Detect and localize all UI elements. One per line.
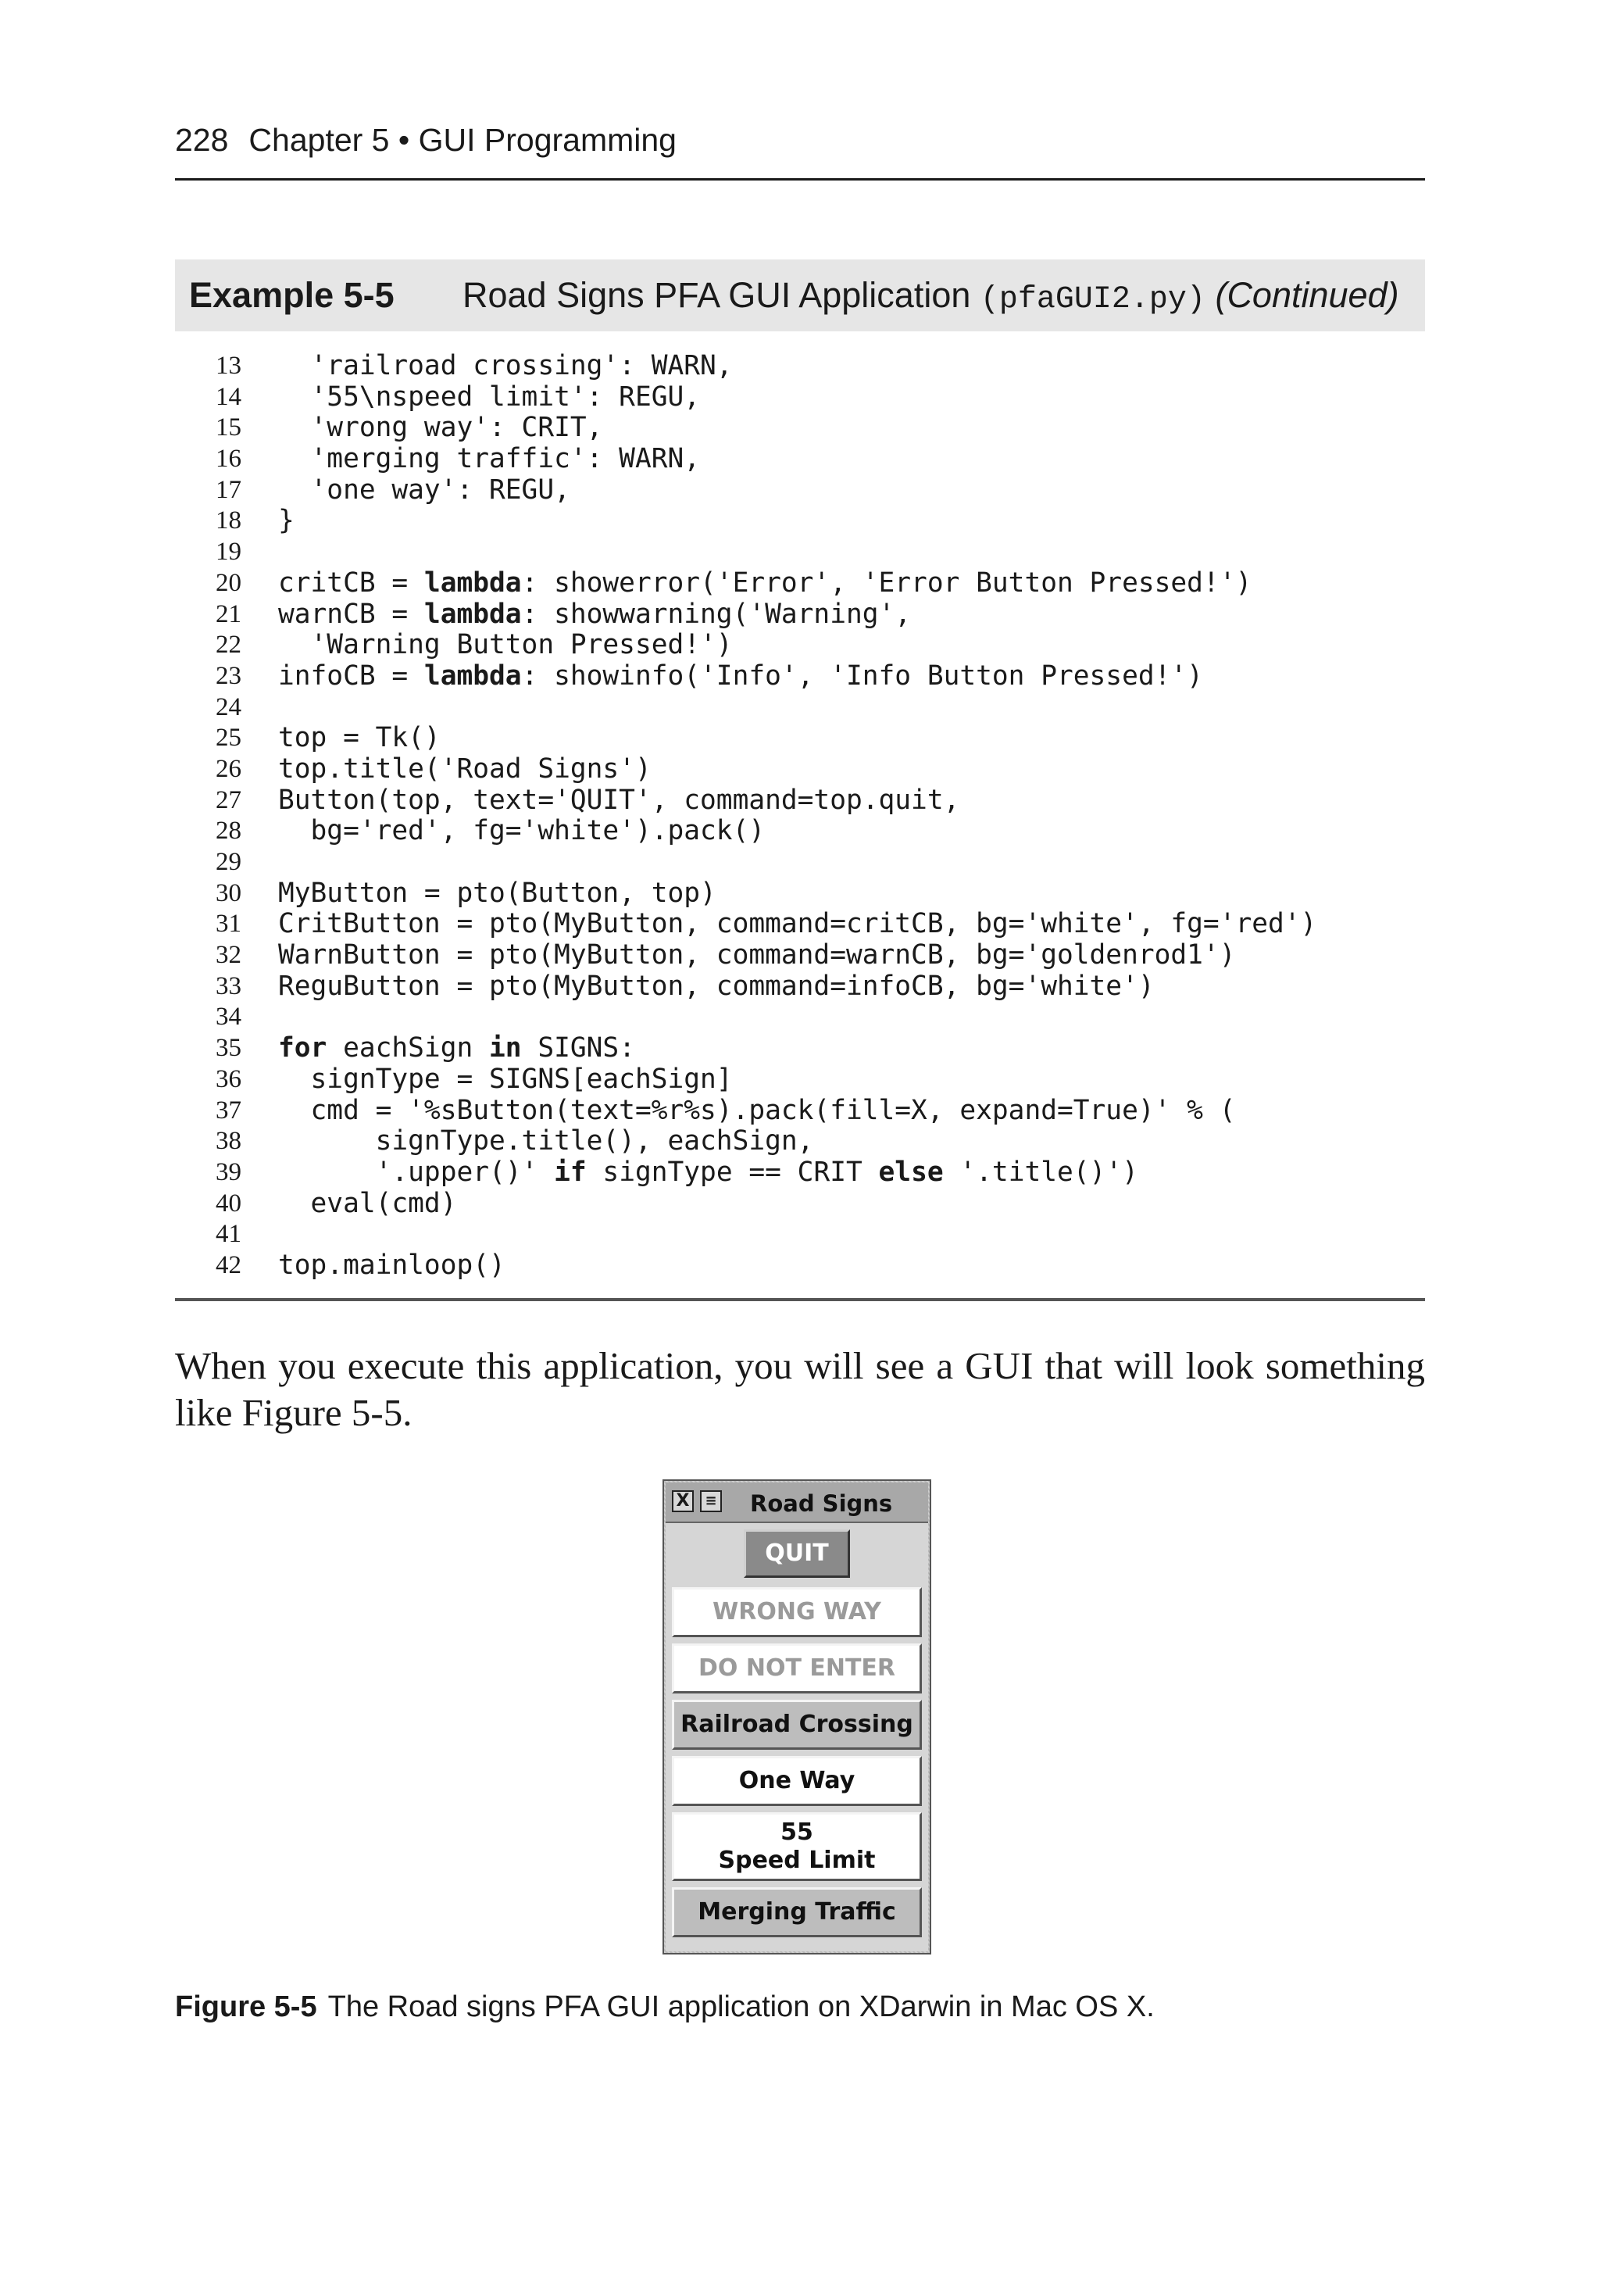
code-text bbox=[278, 722, 441, 753]
line-number: 18 bbox=[216, 506, 241, 535]
code-line bbox=[175, 814, 1425, 845]
code-line bbox=[175, 535, 1425, 566]
code-text bbox=[278, 474, 570, 506]
code-segment: signType == CRIT bbox=[586, 1156, 879, 1188]
code-line bbox=[175, 1155, 1425, 1186]
code-line bbox=[175, 442, 1425, 473]
road-signs-window bbox=[662, 1479, 931, 1954]
close-icon[interactable]: X bbox=[672, 1490, 694, 1512]
code-text bbox=[278, 1250, 505, 1281]
code-line bbox=[175, 876, 1425, 907]
code-line bbox=[175, 845, 1425, 876]
code-text bbox=[278, 1125, 813, 1157]
line-number: 30 bbox=[216, 878, 241, 907]
code-keyword: lambda bbox=[423, 660, 522, 692]
code-line bbox=[175, 410, 1425, 442]
window-body bbox=[666, 1523, 928, 1951]
example-continued: (Continued) bbox=[1215, 275, 1399, 315]
code-line bbox=[175, 628, 1425, 659]
code-segment: infoCB = bbox=[278, 660, 424, 692]
code-line bbox=[175, 659, 1425, 690]
code-line bbox=[175, 938, 1425, 969]
code-segment: bg='red', fg='white').pack() bbox=[278, 815, 766, 847]
line-number: 21 bbox=[216, 599, 241, 628]
code-line bbox=[175, 473, 1425, 504]
code-listing bbox=[175, 349, 1425, 1279]
code-text bbox=[278, 753, 652, 785]
line-number: 28 bbox=[216, 817, 241, 846]
code-segment: '.title()') bbox=[943, 1156, 1138, 1188]
code-bottom-rule bbox=[175, 1298, 1425, 1301]
line-number: 32 bbox=[216, 941, 241, 970]
code-line bbox=[175, 752, 1425, 783]
code-segment: warnCB = bbox=[278, 598, 424, 630]
code-text bbox=[278, 1095, 1235, 1126]
code-text bbox=[278, 505, 295, 536]
code-text bbox=[278, 660, 1203, 692]
line-number: 42 bbox=[216, 1250, 241, 1279]
code-line bbox=[175, 1217, 1425, 1248]
line-number: 35 bbox=[216, 1034, 241, 1063]
code-segment: eval(cmd) bbox=[278, 1187, 457, 1219]
page-number: 228 bbox=[175, 122, 229, 158]
window-titlebar[interactable] bbox=[666, 1482, 928, 1523]
code-line bbox=[175, 721, 1425, 752]
line-number: 29 bbox=[216, 848, 241, 876]
code-text bbox=[278, 350, 733, 381]
line-number: 36 bbox=[216, 1064, 241, 1093]
code-segment: MyButton = pto(Button, top) bbox=[278, 877, 716, 909]
code-text bbox=[278, 1188, 456, 1219]
code-line bbox=[175, 690, 1425, 721]
code-keyword: else bbox=[878, 1156, 944, 1188]
code-keyword: if bbox=[554, 1156, 587, 1188]
example-filename: (pfaGUI2.py) bbox=[980, 282, 1205, 317]
line-number: 16 bbox=[216, 445, 241, 474]
sign-button[interactable]: 55 Speed Limit bbox=[672, 1812, 922, 1881]
code-line bbox=[175, 1093, 1425, 1125]
sign-button[interactable]: Railroad Crossing bbox=[672, 1700, 922, 1750]
code-text bbox=[278, 599, 911, 630]
header-rule bbox=[175, 178, 1425, 181]
line-number: 22 bbox=[216, 631, 241, 660]
line-number: 40 bbox=[216, 1189, 241, 1218]
code-line bbox=[175, 1062, 1425, 1093]
code-segment: Button(top, text='QUIT', command=top.quit, bbox=[278, 784, 960, 816]
code-segment: : showerror('Error', 'Error Button Pressed!') bbox=[521, 567, 1252, 599]
code-segment: 'Warning Button Pressed!') bbox=[278, 629, 733, 661]
code-line bbox=[175, 783, 1425, 814]
body-paragraph: When you execute this application, you will see a GUI that will look something like Figure 5-5. bbox=[175, 1344, 1425, 1434]
figure-caption-text: The Road signs PFA GUI application on XDarwin in Mac OS X. bbox=[327, 1990, 1155, 2023]
line-number: 20 bbox=[216, 568, 241, 597]
line-number: 14 bbox=[216, 382, 241, 411]
line-number: 38 bbox=[216, 1127, 241, 1156]
line-number: 31 bbox=[216, 910, 241, 939]
code-text bbox=[278, 443, 700, 474]
code-segment: 'one way': REGU, bbox=[278, 474, 570, 506]
code-segment: 'wrong way': CRIT, bbox=[278, 412, 603, 444]
menu-icon[interactable]: ≡ bbox=[700, 1490, 722, 1512]
line-number: 19 bbox=[216, 538, 241, 567]
code-segment: 'railroad crossing': WARN, bbox=[278, 350, 733, 381]
code-segment: : showwarning('Warning', bbox=[521, 598, 912, 630]
code-text bbox=[278, 939, 1235, 971]
code-segment: '.upper()' bbox=[278, 1156, 555, 1188]
chapter-title: Chapter 5 • GUI Programming bbox=[248, 122, 677, 158]
code-segment: : showinfo('Info', 'Info Button Pressed!') bbox=[521, 660, 1203, 692]
code-segment: WarnButton = pto(MyButton, command=warnCB, bg='goldenrod1') bbox=[278, 939, 1236, 971]
code-line bbox=[175, 1248, 1425, 1279]
line-number: 41 bbox=[216, 1220, 241, 1249]
code-line bbox=[175, 380, 1425, 411]
code-text bbox=[278, 1157, 1138, 1188]
code-line bbox=[175, 597, 1425, 628]
code-segment: SIGNS: bbox=[521, 1032, 635, 1064]
code-line bbox=[175, 349, 1425, 380]
code-text bbox=[278, 567, 1252, 599]
code-segment: '55\nspeed limit': REGU, bbox=[278, 381, 701, 413]
code-segment: critCB = bbox=[278, 567, 424, 599]
code-segment: ReguButton = pto(MyButton, command=infoCB, bg='white') bbox=[278, 970, 1155, 1002]
example-label: Example 5-5 bbox=[189, 275, 395, 315]
line-number: 37 bbox=[216, 1096, 241, 1125]
code-segment: CritButton = pto(MyButton, command=critCB, bg='white', fg='red') bbox=[278, 908, 1317, 940]
code-line bbox=[175, 907, 1425, 938]
code-segment: top = Tk() bbox=[278, 722, 441, 754]
code-line bbox=[175, 566, 1425, 597]
code-segment: top.mainloop() bbox=[278, 1249, 505, 1281]
code-text bbox=[278, 878, 716, 909]
figure-caption bbox=[175, 1990, 1155, 2024]
code-segment: top.title('Road Signs') bbox=[278, 753, 652, 785]
code-text bbox=[278, 971, 1155, 1002]
sign-button[interactable]: Merging Traffic bbox=[672, 1887, 922, 1937]
code-segment: signType.title(), eachSign, bbox=[278, 1125, 814, 1157]
line-number: 26 bbox=[216, 754, 241, 783]
code-segment: eachSign bbox=[327, 1032, 490, 1064]
line-number: 23 bbox=[216, 661, 241, 690]
code-segment: signType = SIGNS[eachSign] bbox=[278, 1063, 733, 1095]
code-text bbox=[278, 908, 1316, 939]
code-text bbox=[278, 785, 959, 816]
code-line bbox=[175, 1000, 1425, 1031]
line-number: 39 bbox=[216, 1157, 241, 1186]
sign-button[interactable]: WRONG WAY bbox=[672, 1587, 922, 1637]
code-segment: 'merging traffic': WARN, bbox=[278, 443, 701, 475]
line-number: 24 bbox=[216, 692, 241, 721]
code-line bbox=[175, 1124, 1425, 1155]
running-head bbox=[175, 122, 677, 159]
code-line bbox=[175, 503, 1425, 535]
code-segment: cmd = '%sButton(text=%r%s).pack(fill=X, expand=True)' % ( bbox=[278, 1094, 1236, 1126]
line-number: 15 bbox=[216, 413, 241, 442]
line-number: 13 bbox=[216, 352, 241, 380]
code-line bbox=[175, 1186, 1425, 1218]
example-title-text: Road Signs PFA GUI Application bbox=[462, 275, 971, 315]
code-text bbox=[278, 1032, 635, 1064]
code-text bbox=[278, 381, 700, 413]
code-line bbox=[175, 1031, 1425, 1062]
figure-label: Figure 5-5 bbox=[175, 1990, 317, 2023]
window-title: Road Signs bbox=[750, 1490, 893, 1517]
sign-button[interactable]: One Way bbox=[672, 1756, 922, 1806]
quit-button[interactable]: QUIT bbox=[744, 1529, 850, 1578]
sign-button[interactable]: DO NOT ENTER bbox=[672, 1643, 922, 1693]
code-text bbox=[278, 1064, 733, 1095]
code-keyword: in bbox=[489, 1032, 522, 1064]
code-segment: } bbox=[278, 505, 295, 537]
code-keyword: lambda bbox=[423, 567, 522, 599]
line-number: 25 bbox=[216, 724, 241, 753]
line-number: 34 bbox=[216, 1003, 241, 1032]
code-text bbox=[278, 629, 733, 660]
code-text bbox=[278, 815, 765, 846]
code-keyword: for bbox=[278, 1032, 327, 1064]
code-keyword: lambda bbox=[423, 598, 522, 630]
example-title bbox=[462, 275, 1399, 317]
line-number: 17 bbox=[216, 475, 241, 504]
code-text bbox=[278, 412, 602, 443]
line-number: 27 bbox=[216, 785, 241, 814]
line-number: 33 bbox=[216, 971, 241, 1000]
code-line bbox=[175, 969, 1425, 1000]
example-header bbox=[175, 259, 1425, 331]
